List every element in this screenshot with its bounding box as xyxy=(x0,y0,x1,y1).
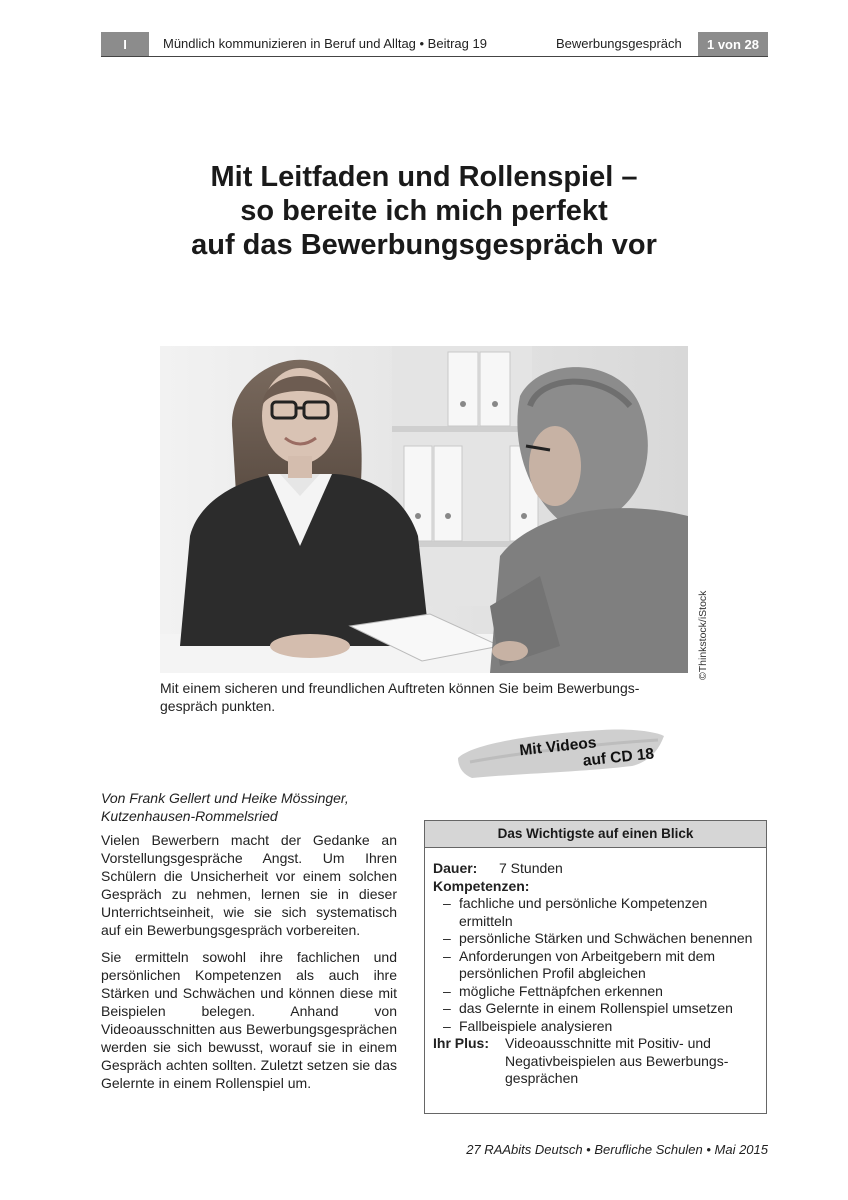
page-indicator: 1 von 28 xyxy=(698,32,768,56)
plus-value: Videoausschnitte mit Positiv- und Negativbeispielen aus Bewerbungs-gesprächen xyxy=(505,1035,729,1086)
intro-text xyxy=(101,831,397,1101)
page-header xyxy=(101,32,768,57)
byline-authors: Von Frank Gellert und Heike Mössinger, xyxy=(101,790,349,806)
page-footer: 27 RAAbits Deutsch • Berufliche Schulen • Mai 2015 xyxy=(466,1142,768,1157)
volume-tab: I xyxy=(101,32,149,56)
photo-caption: Mit einem sicheren und freundlichen Auftreten können Sie beim Bewerbungs-gespräch punkten. xyxy=(160,680,640,714)
intro-paragraph-2: Sie ermitteln sowohl ihre fachlichen und persönlichen Kompetenzen als auch ihre Stärken und Schwächen und können diese mit Beispielen belegen. Anhand von Videoausschnitten aus Bewerbungsgesprächen werden sie sich bewusst, worauf sie in einem Gespräch achten sollten. Zuletzt setzen sie das Gelernte in einem Rollenspiel um. xyxy=(101,949,397,1091)
byline-location: Kutzenhausen-Rommelsried xyxy=(101,808,278,824)
title-line-3: auf das Bewerbungsgespräch vor xyxy=(191,229,657,261)
video-badge-line-2: auf CD 18 xyxy=(582,745,655,770)
page-title xyxy=(120,160,728,262)
interview-photo-illustration xyxy=(160,346,688,673)
photo-credit: ©Thinkstock/iStock xyxy=(697,590,709,680)
plus-row xyxy=(433,1035,758,1088)
duration-value: 7 Stunden xyxy=(499,860,563,876)
author-byline xyxy=(101,789,401,825)
list-item: – das Gelernte in einem Rollenspiel umsetzen xyxy=(433,1000,758,1018)
duration-label: Dauer: xyxy=(433,860,478,876)
title-line-2: so bereite ich mich perfekt xyxy=(240,195,608,227)
competences-label: Kompetenzen: xyxy=(433,877,530,894)
list-item: – persönliche Stärken und Schwächen benennen xyxy=(433,930,758,948)
list-item: – Anforderungen von Arbeitgebern mit dem persönlichen Profil abgleichen xyxy=(433,948,758,983)
summary-box-heading: Das Wichtigste auf einen Blick xyxy=(425,821,766,848)
series-title: Mündlich kommunizieren in Beruf und Alltag • Beitrag 19 xyxy=(163,36,487,51)
list-item: – fachliche und persönliche Kompetenzen ermitteln xyxy=(433,895,758,930)
plus-label: Ihr Plus: xyxy=(433,1035,490,1051)
competences-list xyxy=(433,895,758,1035)
topic-label: Bewerbungsgespräch xyxy=(556,36,682,51)
intro-paragraph-1: Vielen Bewerbern macht der Gedanke an Vorstellungsgespräche Angst. Um Ihren Schülern die Unsicherheit vor einem solchen Gespräch zu nehmen, lernen sie in dieser Unterrichtseinheit, wie sie sich systematisch auf ein Bewerbungsgespräch vorbereiten. xyxy=(101,832,397,938)
summary-box xyxy=(424,820,767,1114)
interview-photo xyxy=(160,346,688,673)
title-line-1: Mit Leitfaden und Rollenspiel – xyxy=(210,161,638,193)
list-item: – Fallbeispiele analysieren xyxy=(433,1018,758,1036)
video-badge-line-1: Mit Videos xyxy=(518,734,598,760)
list-item: – mögliche Fettnäpfchen erkennen xyxy=(433,983,758,1001)
duration-row xyxy=(433,860,758,878)
